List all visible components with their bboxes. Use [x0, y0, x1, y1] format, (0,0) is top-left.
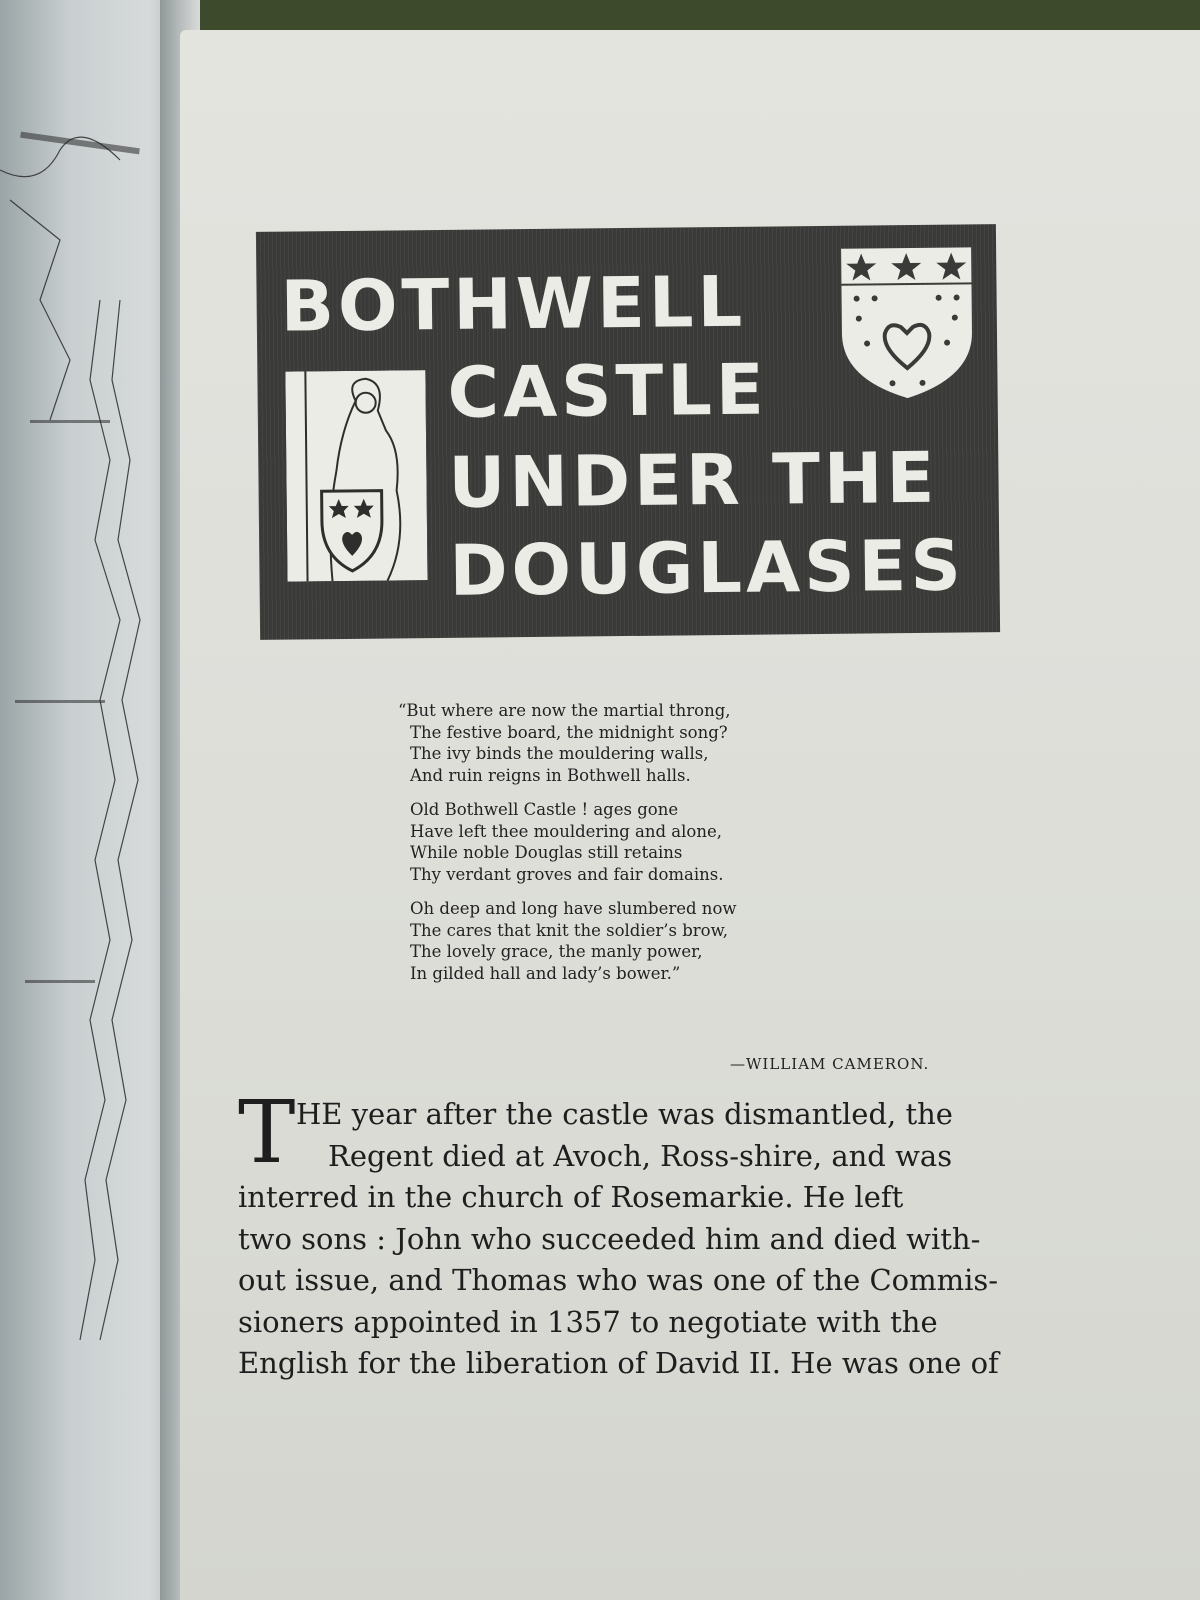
drop-cap: T — [238, 1083, 296, 1183]
title-line-3: UNDER THE — [448, 436, 939, 524]
poem-line: The cares that knit the soldier’s brow, — [410, 920, 729, 940]
knight-figure-icon — [285, 370, 427, 581]
paragraph-line: two sons : John who succeeded him and died with- — [238, 1221, 981, 1256]
poem-line: The festive board, the midnight song? — [410, 722, 728, 742]
tree-engraving — [0, 0, 175, 1600]
paragraph-line: Regent died at Avoch, Ross-shire, and was — [328, 1138, 953, 1173]
facing-page-illustration — [0, 0, 175, 1600]
poem-line: Have left thee mouldering and alone, — [410, 821, 722, 841]
poem-line: In gilded hall and lady’s bower.” — [410, 963, 681, 983]
poem-line: Oh deep and long have slumbered now — [410, 899, 737, 918]
paragraph-line: HE year after the castle was dismantled, the — [296, 1097, 953, 1131]
poem-line: Thy verdant groves and fair domains. — [410, 864, 724, 884]
paragraph-line: out issue, and Thomas who was one of the Commis- — [238, 1263, 999, 1297]
epigraph-poem — [398, 700, 970, 997]
title-banner — [256, 224, 1000, 640]
poem-line: Old Bothwell Castle ! ages gone — [410, 800, 679, 819]
poem-stanza — [398, 700, 970, 786]
poem-stanza — [410, 799, 970, 885]
body-paragraph — [238, 1094, 1018, 1385]
douglas-shield-icon — [836, 242, 978, 403]
poem-line: The lovely grace, the manly power, — [410, 942, 703, 961]
poem-stanza — [410, 898, 970, 984]
poem-line: While noble Douglas still retains — [410, 843, 683, 862]
title-line-4: DOUGLASES — [449, 524, 966, 612]
title-line-1: BOTHWELL — [280, 260, 747, 348]
poem-line: “But where are now the martial throng, — [398, 701, 731, 720]
poem-attribution: —WILLIAM CAMERON. — [730, 1055, 930, 1073]
poem-line: The ivy binds the mouldering walls, — [410, 744, 709, 763]
paragraph-line: sioners appointed in 1357 to negotiate with the — [238, 1304, 938, 1339]
poem-line: And ruin reigns in Bothwell halls. — [410, 765, 691, 785]
paragraph-line: interred in the church of Rosemarkie. He left — [238, 1180, 904, 1214]
title-line-2: CASTLE — [447, 348, 769, 434]
paragraph-line: English for the liberation of David II. He was one of — [238, 1346, 999, 1380]
